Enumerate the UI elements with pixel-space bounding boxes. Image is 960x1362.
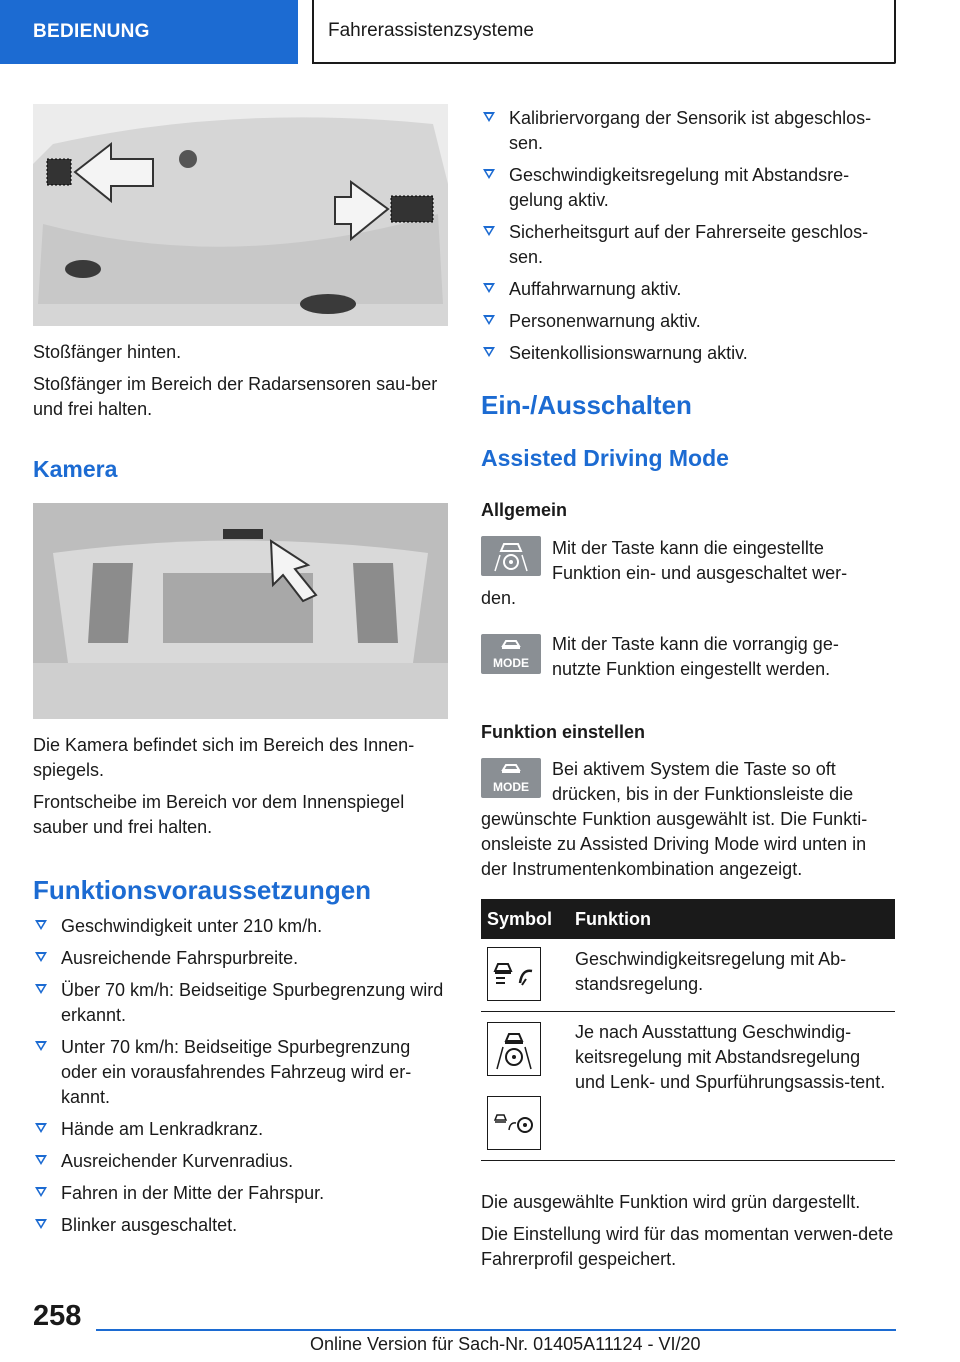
heading-camera: Kamera xyxy=(33,456,118,482)
after-text-1: Die ausgewählte Funktion wird grün dargestellt. xyxy=(481,1192,861,1212)
footer-divider xyxy=(96,1329,896,1331)
page-number: 258 xyxy=(33,1300,82,1332)
bullet-triangle-icon xyxy=(35,1041,47,1051)
bullet-triangle-icon xyxy=(483,169,495,179)
section-title: Fahrerassistenzsysteme xyxy=(312,0,896,64)
mode-button-icon xyxy=(481,634,541,674)
table-header-symbol: Symbol xyxy=(481,899,569,939)
mode-button-icon xyxy=(481,758,541,798)
list-item: Sicherheitsgurt auf der Fahrerseite geschlos-sen. xyxy=(481,220,895,270)
bullet-triangle-icon xyxy=(483,112,495,122)
camera-image xyxy=(33,503,448,719)
bullet-triangle-icon xyxy=(35,1155,47,1165)
list-item: Seitenkollisionswarnung aktiv. xyxy=(481,341,895,366)
table-cell-function: Geschwindigkeitsregelung mit Ab-standsregelung. xyxy=(575,949,847,994)
camera-text-2: Frontscheibe im Bereich vor dem Innenspiegel sauber und frei halten. xyxy=(33,792,405,837)
list-item: Fahren in der Mitte der Fahrspur. xyxy=(33,1181,448,1206)
list-item: Über 70 km/h: Beidseitige Spurbegrenzung wird erkannt. xyxy=(33,978,448,1028)
list-item: Personenwarnung aktiv. xyxy=(481,309,895,334)
set-text-a: Bei aktivem System die Taste so oft xyxy=(552,759,836,779)
list-item: Unter 70 km/h: Beidseitige Spurbegrenzung oder ein vorausfahrendes Fahrzeug wird er-kannt. xyxy=(33,1035,448,1110)
list-item: Auffahrwarnung aktiv. xyxy=(481,277,895,302)
bullet-triangle-icon xyxy=(483,315,495,325)
list-item: Ausreichende Fahrspurbreite. xyxy=(33,946,448,971)
requirements-list-continued xyxy=(481,106,895,373)
acc-distance-icon xyxy=(487,947,541,1001)
list-item: Hände am Lenkradkranz. xyxy=(33,1117,448,1142)
mode-label: MODE xyxy=(493,656,529,670)
bullet-triangle-icon xyxy=(483,347,495,357)
requirements-list xyxy=(33,914,448,1245)
bullet-triangle-icon xyxy=(35,1123,47,1133)
chapter-tab[interactable]: BEDIENUNG xyxy=(0,0,298,64)
heading-onoff: Ein-/Ausschalten xyxy=(481,390,692,420)
symbol-table xyxy=(481,899,895,1161)
heading-requirements: Funktionsvoraussetzungen xyxy=(33,875,372,905)
rear-bumper-caption: Stoßfänger hinten. xyxy=(33,342,182,362)
set-text-b: drücken, bis in der Funktionsleiste die xyxy=(552,784,854,804)
general-text-2b: nutzte Funktion eingestellt werden. xyxy=(552,659,831,679)
list-item: Kalibriervorgang der Sensorik ist abgeschlos-sen. xyxy=(481,106,895,156)
table-header-function: Funktion xyxy=(569,899,895,939)
footer-online-version[interactable]: Online Version für Sach-Nr. 01405A11124 - VI/20 xyxy=(310,1334,701,1354)
bullet-triangle-icon xyxy=(35,1219,47,1229)
assist-button-icon xyxy=(481,536,541,576)
table-row xyxy=(481,1012,895,1161)
bullet-triangle-icon xyxy=(35,984,47,994)
bullet-triangle-icon xyxy=(35,920,47,930)
heading-function-set: Funktion einstellen xyxy=(481,722,646,742)
general-text-1a: Mit der Taste kann die eingestellte xyxy=(552,538,824,558)
rear-bumper-image xyxy=(33,104,448,326)
set-text-c: gewünschte Funktion ausgewählt ist. Die Funkti-onsleiste zu Assisted Driving Mode wird unten in der Instrumentenkombination angezeigt. xyxy=(481,809,868,879)
bullet-triangle-icon xyxy=(483,226,495,236)
list-item: Ausreichender Kurvenradius. xyxy=(33,1149,448,1174)
rear-bumper-text: Stoßfänger im Bereich der Radarsensoren sau-ber und frei halten. xyxy=(33,374,438,419)
general-text-1c: den. xyxy=(481,588,517,608)
heading-assisted-driving-mode: Assisted Driving Mode xyxy=(481,445,729,471)
bullet-triangle-icon xyxy=(35,1187,47,1197)
steering-assist-icon xyxy=(487,1022,541,1076)
list-item: Blinker ausgeschaltet. xyxy=(33,1213,448,1238)
table-row xyxy=(481,939,895,1012)
list-item: Geschwindigkeitsregelung mit Abstandsre-gelung aktiv. xyxy=(481,163,895,213)
general-text-1b: Funktion ein- und ausgeschaltet wer- xyxy=(552,563,848,583)
table-cell-function: Je nach Ausstattung Geschwindig-keitsregelung mit Abstandsregelung und Lenk- und Spurführungsassis-tent. xyxy=(575,1022,886,1092)
list-item: Geschwindigkeit unter 210 km/h. xyxy=(33,914,448,939)
bullet-triangle-icon xyxy=(35,952,47,962)
acc-steering-icon xyxy=(487,1096,541,1150)
bullet-triangle-icon xyxy=(483,283,495,293)
after-text-2: Die Einstellung wird für das momentan verwen-dete Fahrerprofil gespeichert. xyxy=(481,1224,894,1269)
camera-text-1: Die Kamera befindet sich im Bereich des Innen-spiegels. xyxy=(33,735,415,780)
mode-label: MODE xyxy=(493,780,529,794)
heading-general: Allgemein xyxy=(481,500,568,520)
general-text-2a: Mit der Taste kann die vorrangig ge- xyxy=(552,634,839,654)
